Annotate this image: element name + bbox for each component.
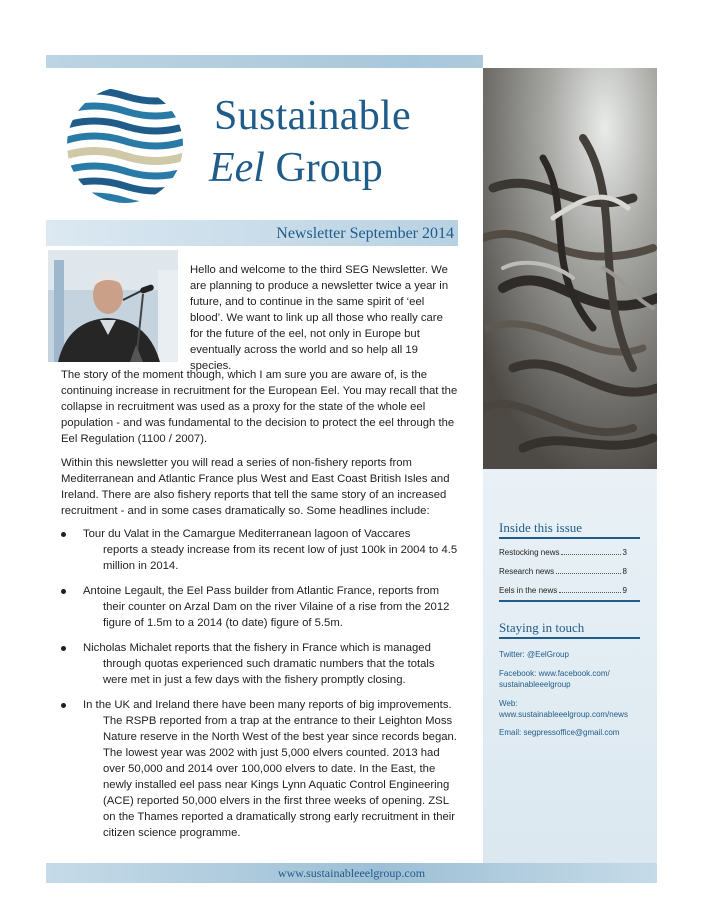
list-item-rest: reports a steady increase from its recent low of just 100k in 2004 to 4.5 million in 2014. xyxy=(103,544,458,572)
bullet-icon xyxy=(61,532,66,537)
web-line2: www.sustainableeelgroup.com/news xyxy=(499,710,628,719)
list-item-first-line: Tour du Valat in the Camargue Mediterranean lagoon of Vaccares xyxy=(83,528,411,540)
staying-in-touch-title: Staying in touch xyxy=(499,620,585,635)
list-item xyxy=(61,526,458,574)
headlines-list xyxy=(61,526,458,850)
divider xyxy=(499,537,640,539)
newsletter-title: Newsletter September 2014 xyxy=(276,225,454,242)
newsletter-bar xyxy=(46,220,458,246)
bullet-icon xyxy=(61,703,66,708)
toc-item[interactable] xyxy=(499,567,627,576)
list-item xyxy=(61,697,458,841)
logo xyxy=(64,84,186,206)
brand-name-eel: Eel xyxy=(209,145,265,191)
facebook-line1: Facebook: www.facebook.com/ xyxy=(499,669,610,678)
toc-leader xyxy=(561,554,620,555)
brand-name-line1: Sustainable xyxy=(214,93,411,139)
footer-url[interactable]: www.sustainableeelgroup.com xyxy=(277,866,426,880)
list-item xyxy=(61,583,458,631)
toc-page: 3 xyxy=(622,548,627,557)
divider xyxy=(499,600,640,602)
inside-issue-title: Inside this issue xyxy=(499,520,583,535)
bullet-icon xyxy=(61,646,66,651)
list-item-rest: The RSPB reported from a trap at the entrance to their Leighton Moss Nature reserve in the North West of the best year since records began. The lowest year was 2002 with just 5,000 elvers counted. 2013 had over 50,000 and 2014 over 100,000 elvers to date. In the East, the newly installed eel pass near Kings Lynn Aquatic Control Engineering (ACE) reported 50,000 elvers in the first three weeks of opening. ZSL on the Thames reported a dramatically strong early recruitment in their citizen science programme. xyxy=(103,715,457,839)
toc-item[interactable] xyxy=(499,548,627,557)
footer-band xyxy=(46,863,657,883)
brand-name-group: Group xyxy=(264,145,383,191)
recruitment-paragraph: The story of the moment though, which I am sure you are aware of, is the continuing increase in recruitment for the European Eel. You may recall that the collapse in recruitment was used as a proxy for the state of the whole eel population - and was fundamental to the decision to protect the eel through the Eel Regulation (1100 / 2007). xyxy=(61,369,458,445)
list-item-rest: through quotas experienced such dramatic numbers that the totals were met in just a few days with the fishery promptly closing. xyxy=(103,658,435,686)
toc-item[interactable] xyxy=(499,586,627,595)
toc-leader xyxy=(559,592,620,593)
brand-name-line2 xyxy=(209,144,383,192)
reports-paragraph: Within this newsletter you will read a series of non-fishery reports from Mediterranean and Atlantic France plus West and East Coast British Isles and Ireland. There are also fishery reports that tell the same story of an increased recruitment - and in some cases dramatically so. Some headlines include: xyxy=(61,457,450,517)
speaker-photo xyxy=(48,250,178,362)
twitter-link[interactable]: Twitter: @EelGroup xyxy=(499,650,569,659)
facebook-link[interactable] xyxy=(499,668,649,690)
intro-paragraph: Hello and welcome to the third SEG Newsletter. We are planning to produce a newsletter twice a year in future, and to continue in the same spirit of ‘eel blood’. We want to link up all those who really care for the future of the eel, not only in Europe but eventually across the world and so help all 19 species. xyxy=(190,264,449,372)
email-link[interactable]: Email: segpressoffice@gmail.com xyxy=(499,728,620,737)
list-item-first-line: In the UK and Ireland there have been many reports of big improvements. xyxy=(83,699,452,711)
toc-page: 9 xyxy=(622,586,627,595)
toc-label: Restocking news xyxy=(499,548,560,557)
list-item-first-line: Antoine Legault, the Eel Pass builder from Atlantic France, reports from xyxy=(83,585,440,597)
web-link[interactable] xyxy=(499,698,649,720)
toc-label: Eels in the news xyxy=(499,586,558,595)
toc-page: 8 xyxy=(622,567,627,576)
eels-photo xyxy=(483,68,657,469)
divider xyxy=(499,637,640,639)
list-item xyxy=(61,640,458,688)
toc-label: Research news xyxy=(499,567,555,576)
web-line1: Web: xyxy=(499,699,518,708)
list-item-rest: their counter on Arzal Dam on the river Vilaine of a rise from the 2012 figure of 1.5m to a 2014 (to date) figure of 5.5m. xyxy=(103,601,450,629)
list-item-first-line: Nicholas Michalet reports that the fishery in France which is managed xyxy=(83,642,431,654)
bullet-icon xyxy=(61,589,66,594)
toc-leader xyxy=(556,573,620,574)
facebook-line2: sustainableeelgroup xyxy=(499,680,571,689)
